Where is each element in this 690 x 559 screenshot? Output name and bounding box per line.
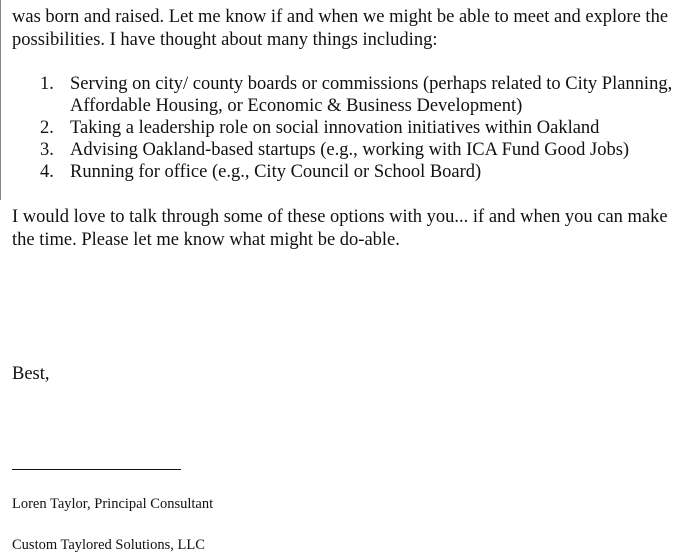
signoff: Best, — [12, 364, 50, 384]
list-item-number: 4. — [40, 162, 54, 182]
list-item-text: Advising Oakland-based startups (e.g., working with ICA Fund Good Jobs) — [70, 140, 630, 160]
page-edge-line — [0, 0, 1, 200]
signature-line — [12, 469, 181, 470]
list-item — [40, 73, 688, 117]
list-item-number: 1. — [40, 74, 54, 94]
list-item-text: Running for office (e.g., City Council or School Board) — [70, 162, 482, 182]
list-item-number: 3. — [40, 140, 54, 160]
signer-name: Loren Taylor, Principal Consultant — [12, 496, 214, 512]
list-item-text: Taking a leadership role on social innovation initiatives within Oakland — [70, 118, 600, 138]
closing-paragraph: I would love to talk through some of these options with you... if and when you can make the time. Please let me know what might be do-able. — [12, 207, 668, 250]
list-item-text: Serving on city/ county boards or commissions (perhaps related to City Planning, Affordable Housing, or Economic & Business Development) — [70, 74, 673, 116]
list-item-number: 2. — [40, 118, 54, 138]
intro-paragraph: was born and raised. Let me know if and when we might be able to meet and explore the possibilities. I have thought about many things including: — [12, 7, 669, 50]
company-name: Custom Taylored Solutions, LLC — [12, 537, 205, 553]
list-item — [40, 161, 688, 183]
list-item — [40, 117, 688, 139]
list-item — [40, 139, 688, 161]
options-list — [40, 73, 688, 183]
